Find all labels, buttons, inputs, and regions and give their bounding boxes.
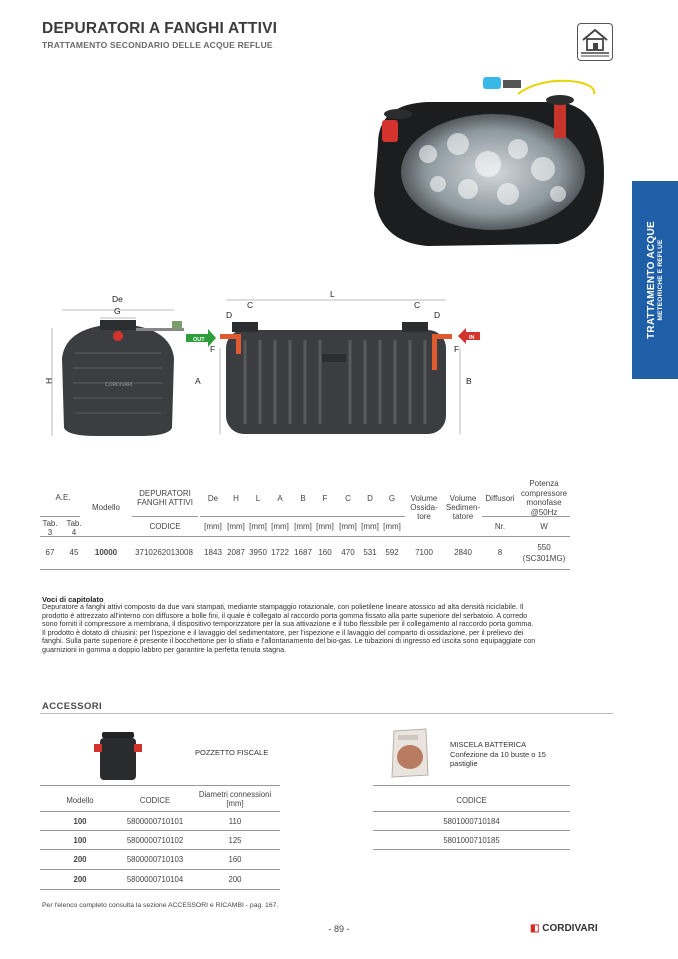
unit-a: [mm] (271, 522, 289, 531)
header-diametri: Diametri connessioni [mm] (198, 790, 272, 808)
header-depuratori: DEPURATORI FANGHI ATTIVI (137, 489, 193, 507)
dim-label-c-left: C (247, 300, 254, 310)
dim-label-g: G (114, 306, 121, 316)
header-tab3: Tab. 3 (42, 519, 58, 537)
header-g: G (388, 494, 396, 503)
side-tab-title: TRATTAMENTO ACQUE (646, 220, 657, 340)
dim-label-b: B (466, 376, 472, 386)
brand-logo: ◧ CORDIVARI (530, 923, 598, 934)
page-number: - 89 - (328, 924, 350, 934)
header-diffusori: Diffusori (485, 494, 515, 503)
side-tab-subtitle: METEORICHE E REFLUE (657, 239, 664, 321)
tank-side-view (44, 294, 216, 436)
unit-b: [mm] (294, 522, 312, 531)
unit-de: [mm] (204, 522, 222, 531)
pozzetto-table: Modello CODICE Diametri connessioni [mm] 100 5800000710101 110 100 5800000710102 125 200 5800000710103 160 200 5800000710104 200 (40, 785, 280, 900)
header-d: D (367, 494, 373, 503)
unit-c: [mm] (339, 522, 357, 531)
unit-h: [mm] (227, 522, 245, 531)
page-title: DEPURATORI A FANGHI ATTIVI (42, 20, 278, 37)
unit-l: [mm] (249, 522, 267, 531)
header-volume-sedimentatore: Volume Sedimen- tatore (445, 494, 481, 521)
dim-label-d-left: D (226, 310, 233, 320)
dim-label-de: De (112, 294, 123, 304)
unit-d: [mm] (361, 522, 379, 531)
header-nr: Nr. (494, 522, 506, 531)
header-ae: A.E. (55, 493, 71, 502)
unit-g: [mm] (383, 522, 401, 531)
header-b: B (300, 494, 306, 503)
dim-label-f-right: F (454, 344, 460, 354)
header-c: C (345, 494, 351, 503)
header-modello: Modello (66, 796, 94, 805)
tank-front-view (195, 289, 480, 434)
header-codice: CODICE (456, 796, 487, 805)
header-a: A (277, 494, 283, 503)
header-l: L (255, 494, 261, 503)
dim-label-a: A (195, 376, 201, 386)
description-body: Depuratore a fanghi attivi composto da due vani stampati, mediante stampaggio rotazionale, con polietilene lineare atossico ad alta densità riciclabile. Il prodotto è attrezzato all'interno con diffusore a bolle fini, il quale è collegato al raccordo porta gomma fissato alla parte superiore del serbatoio. A corredo sono forniti il compressore a membrana, il dispositivo temporizzatore per la sua attivazione e il tubo flessibile per il collegamento al raccordo porta gomma. Il prodotto è dotato di chiusini: per l'ispezione e il lavaggio del sedimentatore, per l'ispezione e il lavaggio del comparto di ossidazione, per il prelievo dei fanghi. Sulla parte superiore è presente il bocchettone per lo sfiato e l'allontanamento del bio-gas. Le tubazioni di ingresso ed uscita sono equipaggiate con guarnizioni in gomma a doppio labbro per garantire la perfetta tenuta stagna. (42, 602, 536, 654)
header-potenza: Potenza compressore monofase @50Hz (520, 479, 568, 517)
table-row: 5801000710184 (443, 817, 500, 826)
miscela-image (388, 727, 432, 779)
pozzetto-name: POZZETTO FISCALE (195, 748, 269, 757)
miscela-name: MISCELA BATTERICA Confezione da 10 buste o 15 pastiglie (450, 740, 546, 768)
header-codice: CODICE (149, 522, 181, 531)
dim-label-h: H (44, 377, 54, 384)
header-modello: Modello (91, 503, 120, 512)
out-tag: OUT (193, 337, 205, 343)
dim-label-l: L (330, 289, 335, 299)
logo-mark-icon: ◧ (530, 923, 543, 934)
pozzetto-image (92, 728, 144, 782)
footnote: Per l'elenco completo consulta la sezione ACCESSORI e RICAMBI - pag. 167. (42, 902, 279, 909)
unit-f: [mm] (316, 522, 334, 531)
in-tag: IN (469, 335, 475, 341)
table-row: 5801000710185 (443, 836, 500, 845)
dim-label-f-left: F (210, 344, 216, 354)
technical-drawing (40, 288, 500, 443)
description-title: Voci di capitolato (42, 595, 104, 604)
header-f: F (322, 494, 328, 503)
tank-brand-mark: CORDIVARI (105, 382, 133, 388)
header-tab4: Tab. 4 (66, 519, 82, 537)
accessories-title: ACCESSORI (42, 701, 103, 712)
header-volume-ossidatore: Volume Ossida- tore (410, 494, 438, 521)
dim-label-d-right: D (434, 310, 441, 320)
house-icon (577, 23, 613, 61)
divider (40, 713, 613, 714)
header-de: De (207, 494, 219, 503)
miscela-table (373, 785, 570, 855)
header-w: W (540, 522, 548, 531)
dim-label-c-right: C (414, 300, 421, 310)
page-subtitle: TRATTAMENTO SECONDARIO DELLE ACQUE REFLUE (42, 40, 273, 50)
product-render-image (368, 74, 608, 264)
section-side-tab (632, 181, 678, 379)
header-h: H (233, 494, 239, 503)
header-codice: CODICE (139, 796, 171, 805)
